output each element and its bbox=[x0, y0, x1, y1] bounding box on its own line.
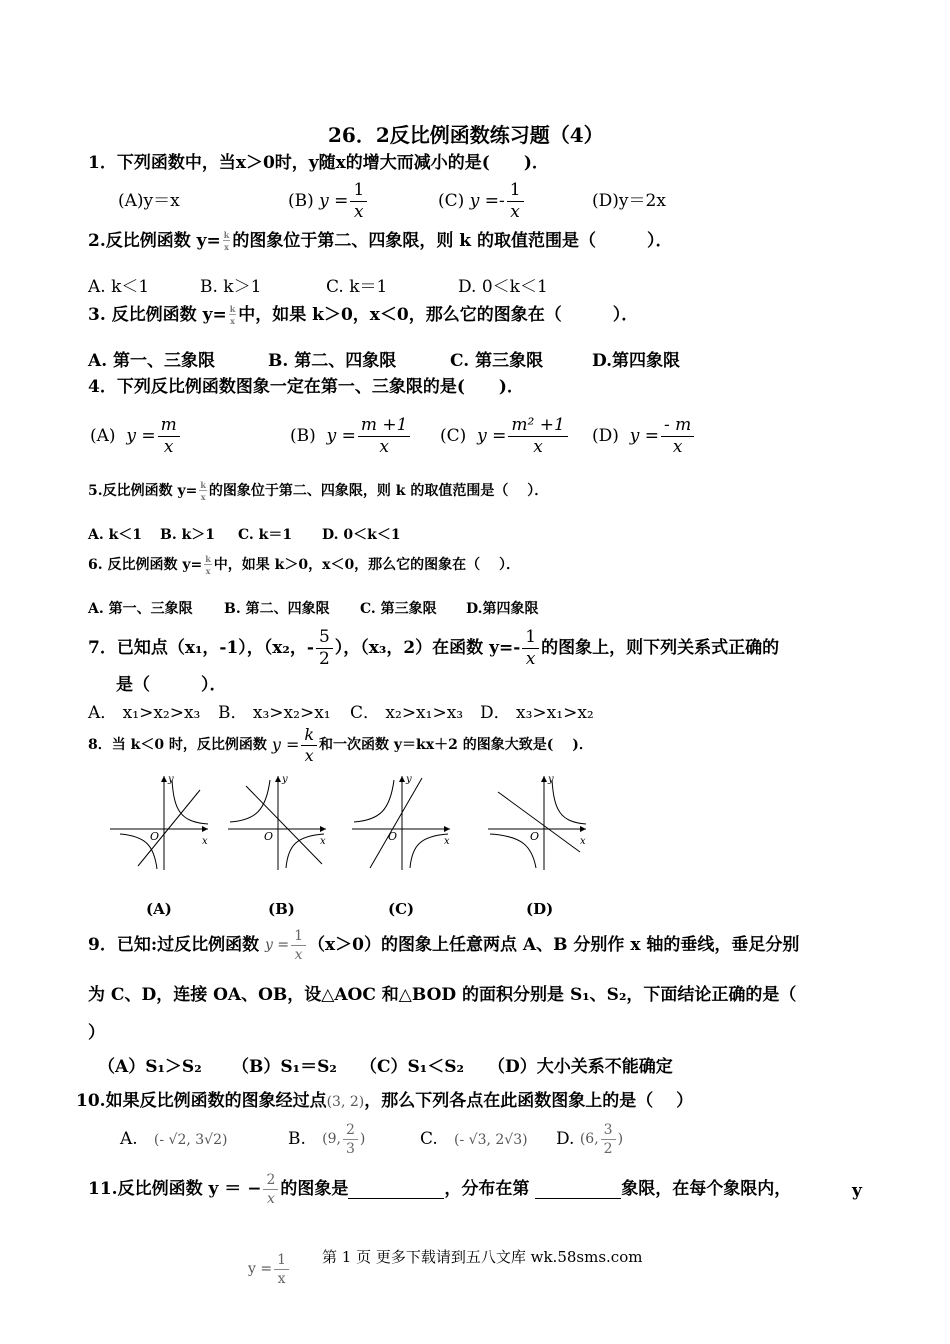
axis-y-label: y bbox=[548, 774, 554, 785]
q1-option-b: (B) y = $\frac{1}{x}$ bbox=[288, 178, 369, 224]
q9-stem-line3: ） bbox=[88, 1023, 105, 1043]
q8-label-d: (D) bbox=[526, 900, 554, 918]
page-title: 26．2反比例函数练习题（4） bbox=[328, 123, 604, 147]
q6-option-a: A. 第一、三象限 bbox=[88, 601, 193, 617]
q8-graph-b bbox=[226, 772, 331, 872]
q7-stem-line2: 是（ ）． bbox=[116, 675, 227, 695]
axis-x-label: x bbox=[202, 836, 208, 847]
origin-label: O bbox=[530, 830, 540, 843]
footer-text: 第 1 页 更多下载请到五八文库 wk.58sms.com bbox=[322, 1248, 643, 1266]
q4-option-c: (C) y = $\frac{\text{m² +1}}{x}$ bbox=[440, 412, 570, 460]
q2-option-d: D. 0＜k＜1 bbox=[458, 277, 548, 297]
q2-option-a: A. k＜1 bbox=[88, 277, 150, 297]
q2-option-b: B. k＞1 bbox=[200, 277, 262, 297]
axis-y-label: y bbox=[168, 774, 174, 785]
q11-blank-1[interactable] bbox=[348, 1180, 444, 1199]
q10-option-a: A. (- √2, 3√2) bbox=[120, 1129, 228, 1149]
origin-label: O bbox=[388, 830, 398, 843]
axis-x-label: x bbox=[444, 836, 450, 847]
q6-option-d: D.第四象限 bbox=[466, 601, 539, 617]
q9-option-b: （B）S₁＝S₂ bbox=[232, 1057, 337, 1077]
q3-option-d: D.第四象限 bbox=[592, 351, 681, 371]
q5-option-b: B. k＞1 bbox=[160, 527, 216, 543]
origin-label: O bbox=[150, 830, 160, 843]
q8-graph-a bbox=[108, 772, 213, 872]
q8-label-b: (B) bbox=[268, 900, 295, 918]
q5-option-c: C. k＝1 bbox=[238, 527, 293, 543]
q2-stem: 2.反比例函数 y= $\frac{k}{x}$ 的图象位于第二、四象限，则 k 的取值范围是（ ）． bbox=[88, 230, 673, 252]
q11-stem: 11.反比例函数 y ＝ − $\frac{2}{x}$ 的图象是 ，分布在第 象限，在每个象限内， bbox=[88, 1171, 792, 1207]
q1-stem: 1．下列函数中，当x＞0时，y随x的增大而减小的是( )． bbox=[88, 153, 549, 173]
q1-option-d: (D)y＝2x bbox=[592, 191, 666, 211]
axis-y-label: y bbox=[406, 774, 412, 785]
q6-option-b: B. 第二、四象限 bbox=[224, 601, 330, 617]
axis-x-label: x bbox=[320, 836, 326, 847]
q10-option-b: B. (9, $\frac{2}{3}$ ) bbox=[288, 1121, 366, 1157]
q5-option-a: A. k＜1 bbox=[88, 527, 143, 543]
q3-option-a: A. 第一、三象限 bbox=[88, 351, 216, 371]
q7-option-c: C． x₂>x₁>x₃ bbox=[350, 703, 464, 723]
q8-label-c: (C) bbox=[388, 900, 415, 918]
q7-option-a: A． x₁>x₂>x₃ bbox=[88, 703, 201, 723]
q6-stem: 6. 反比例函数 y= $\frac{k}{x}$ 中，如果 k＞0，x＜0，那么它的图象在（ ）． bbox=[88, 554, 521, 576]
q7-option-b: B． x₃>x₂>x₁ bbox=[218, 703, 331, 723]
q5-stem: 5.反比例函数 y= $\frac{k}{x}$ 的图象位于第二、四象限，则 k 的取值范围是（ ）． bbox=[88, 480, 549, 502]
q4-option-b: (B) y = $\frac{m +1}{x}$ bbox=[290, 412, 412, 460]
q1-option-c: (C) y =- $\frac{1}{x}$ bbox=[438, 178, 526, 224]
axis-x-label: x bbox=[580, 836, 586, 847]
origin-label: O bbox=[264, 830, 274, 843]
q4-option-d: (D) y = $\frac{- m}{x}$ bbox=[592, 412, 696, 460]
q2-option-c: C. k＝1 bbox=[326, 277, 388, 297]
q4-stem: 4．下列反比例函数图象一定在第一、三象限的是( )． bbox=[88, 377, 524, 397]
q11-blank-2[interactable] bbox=[535, 1180, 621, 1199]
axis-y-label: y bbox=[282, 774, 288, 785]
q10-stem: 10.如果反比例函数的图象经过点(3, 2)，那么下列各点在此函数图象上的是（ ） bbox=[76, 1091, 694, 1111]
q11-tail: y bbox=[852, 1181, 862, 1201]
q8-graph-c bbox=[350, 772, 455, 872]
q7-option-d: D． x₃>x₁>x₂ bbox=[480, 703, 594, 723]
q8-stem: 8．当 k＜0 时，反比例函数 y = $\frac{k}{x}$ 和一次函数 y＝kx＋2 的图象大致是( )． bbox=[88, 724, 593, 765]
q9-stem: 9．已知:过反比例函数 y = $\frac{1}{x}$ （x＞0）的图象上任意两点 A、B 分别作 x 轴的垂线，垂足分别 bbox=[88, 927, 800, 963]
q7-stem: 7．已知点（x₁，-1），（x₂，- $\frac{5}{2}$ ），（x₃，2）在函数 y=- $\frac{1}{x}$ 的图象上，则下列关系式正确的 bbox=[88, 626, 780, 669]
q3-stem: 3. 反比例函数 y= $\frac{k}{x}$ 中，如果 k＞0，x＜0，那么它的图象在（ ）． bbox=[88, 304, 639, 326]
q9-option-c: （C）S₁＜S₂ bbox=[360, 1057, 464, 1077]
q10-option-c: C. (- √3, 2√3) bbox=[420, 1129, 528, 1149]
q4-option-a: (A) y = $\frac{m}{x}$ bbox=[90, 412, 182, 460]
q6-option-c: C. 第三象限 bbox=[360, 601, 437, 617]
q9-option-d: （D）大小关系不能确定 bbox=[488, 1057, 673, 1077]
q1-option-a: (A)y＝x bbox=[118, 191, 180, 211]
q3-option-b: B. 第二、四象限 bbox=[268, 351, 397, 371]
footer-formula: y = $\frac{1}{x}$ bbox=[248, 1248, 291, 1290]
q5-option-d: D. 0＜k＜1 bbox=[322, 527, 401, 543]
q8-label-a: (A) bbox=[146, 900, 172, 918]
q8-graph-d bbox=[486, 772, 591, 872]
q9-option-a: （A）S₁＞S₂ bbox=[98, 1057, 202, 1077]
q10-option-d: D. (6, $\frac{3}{2}$ ) bbox=[556, 1121, 624, 1157]
q3-option-c: C. 第三象限 bbox=[450, 351, 544, 371]
q9-stem-line2: 为 C、D，连接 OA、OB，设△AOC 和△BOD 的面积分别是 S₁、S₂，下面结论正确的是（ bbox=[88, 985, 797, 1005]
